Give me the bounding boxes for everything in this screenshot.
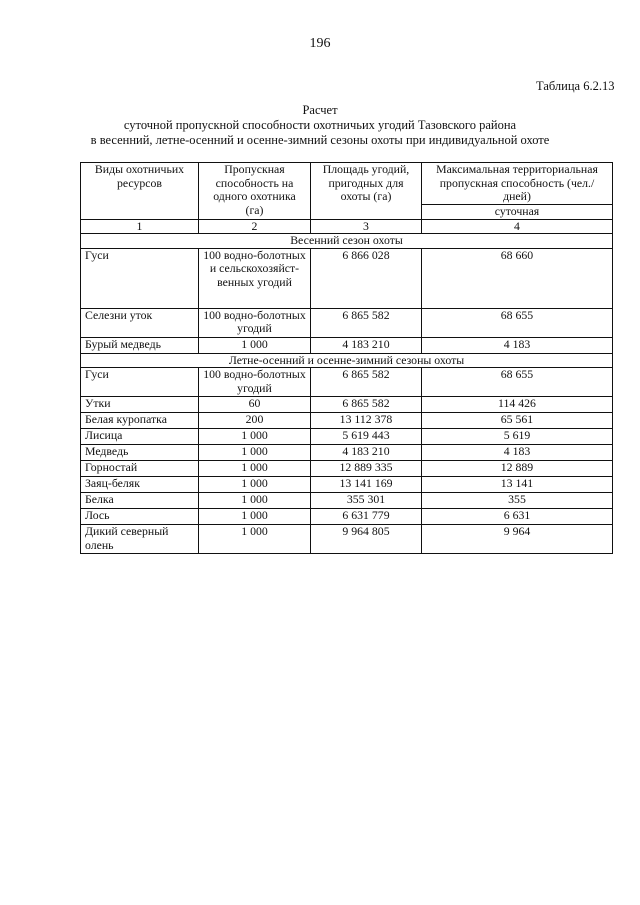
column-number: 2 [199,219,311,234]
header-daily: суточная [422,204,613,219]
table-row [81,397,613,413]
species-cell: Заяц-беляк [81,477,199,493]
species-cell: Белая куропатка [81,413,199,429]
area-cell: 355 301 [311,493,422,509]
species-cell: Лось [81,509,199,525]
header-area: Площадь угодий, пригодных для охоты (га) [311,163,422,220]
header-capacity: Пропускная способность на одного охотника (га) [199,163,311,220]
capacity-cell: 1 000 [199,477,311,493]
table-row [81,368,613,397]
capacity-cell: 200 [199,413,311,429]
species-cell: Горностай [81,461,199,477]
capacity-cell: 100 водно-болотных и сельскохозяйст-венных угодий [199,248,311,308]
table-row [81,429,613,445]
daily-cell: 4 183 [422,337,613,353]
area-cell: 6 865 582 [311,308,422,337]
area-cell: 6 865 582 [311,397,422,413]
column-number: 1 [81,219,199,234]
species-cell: Гуси [81,248,199,308]
daily-cell: 68 660 [422,248,613,308]
table-label: Таблица 6.2.13 [536,79,615,93]
column-number: 4 [422,219,613,234]
table-row [81,308,613,337]
capacity-cell: 100 водно-болотных угодий [199,368,311,397]
capacity-cell: 1 000 [199,461,311,477]
daily-cell: 9 964 [422,525,613,554]
section-title-summer-autumn: Летне-осенний и осенне-зимний сезоны охоты [81,353,613,368]
title-line-1: Расчет [302,103,338,117]
daily-cell: 12 889 [422,461,613,477]
table-row [81,525,613,554]
page-number: 196 [309,36,331,51]
daily-cell: 355 [422,493,613,509]
area-cell: 4 183 210 [311,337,422,353]
area-cell: 12 889 335 [311,461,422,477]
area-cell: 5 619 443 [311,429,422,445]
capacity-cell: 1 000 [199,525,311,554]
table-row [81,413,613,429]
table-row [81,493,613,509]
capacity-cell: 60 [199,397,311,413]
capacity-cell: 1 000 [199,509,311,525]
table-row [81,477,613,493]
species-cell: Бурый медведь [81,337,199,353]
table-row [81,445,613,461]
table-row [81,248,613,308]
species-cell: Утки [81,397,199,413]
area-cell: 4 183 210 [311,445,422,461]
header-max-capacity: Максимальная территориальная пропускная способность (чел./дней) [422,163,613,205]
species-cell: Дикий северный олень [81,525,199,554]
species-cell: Медведь [81,445,199,461]
species-cell: Гуси [81,368,199,397]
area-cell: 6 865 582 [311,368,422,397]
area-cell: 6 866 028 [311,248,422,308]
header-resources: Виды охотничьих ресурсов [81,163,199,220]
daily-cell: 65 561 [422,413,613,429]
section-title-spring: Весенний сезон охоты [81,234,613,249]
table-row [81,509,613,525]
column-number: 3 [311,219,422,234]
capacity-table [80,162,613,554]
title-line-2: суточной пропускной способности охотничьих угодий Тазовского района [123,118,517,132]
capacity-cell: 100 водно-болотных угодий [199,308,311,337]
capacity-cell: 1 000 [199,429,311,445]
species-cell: Селезни уток [81,308,199,337]
species-cell: Лисица [81,429,199,445]
table-row [81,337,613,353]
daily-cell: 6 631 [422,509,613,525]
capacity-cell: 1 000 [199,493,311,509]
daily-cell: 5 619 [422,429,613,445]
area-cell: 9 964 805 [311,525,422,554]
table-row [81,461,613,477]
daily-cell: 68 655 [422,308,613,337]
daily-cell: 114 426 [422,397,613,413]
area-cell: 6 631 779 [311,509,422,525]
table-title [0,103,640,148]
title-line-3: в весенний, летне-осенний и осенне-зимний сезоны охоты при индивидуальной охоте [90,133,550,147]
capacity-cell: 1 000 [199,337,311,353]
area-cell: 13 141 169 [311,477,422,493]
species-cell: Белка [81,493,199,509]
daily-cell: 4 183 [422,445,613,461]
capacity-cell: 1 000 [199,445,311,461]
daily-cell: 13 141 [422,477,613,493]
area-cell: 13 112 378 [311,413,422,429]
daily-cell: 68 655 [422,368,613,397]
